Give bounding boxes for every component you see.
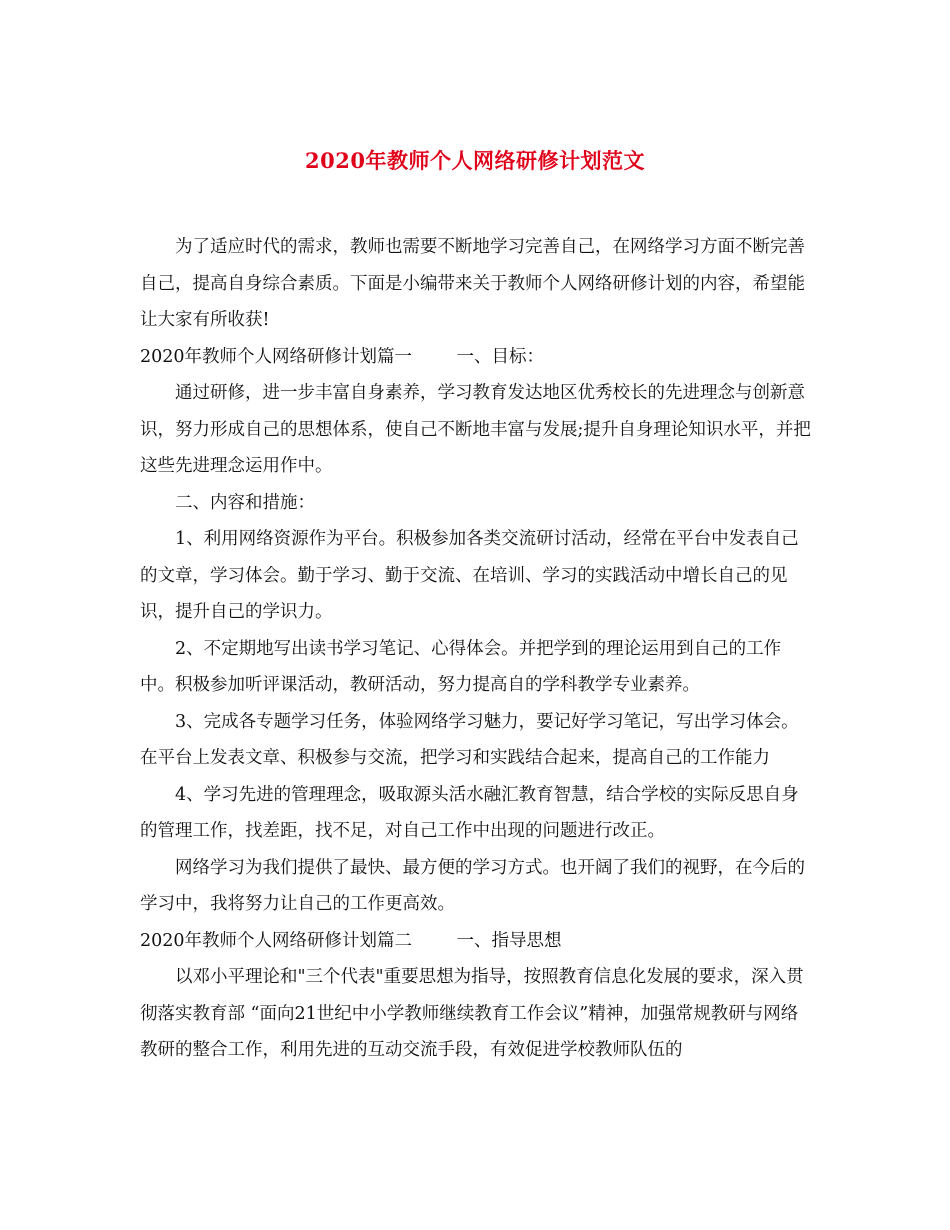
paragraph-intro: 为了适应时代的需求，教师也需要不断地学习完善自己，在网络学习方面不断完善自己，提高自身综合素质。下面是小编带来关于教师个人网络研修计划的内容，希望能让大家有所收获! <box>140 237 805 330</box>
section-heading-measures: 二、内容和措施： <box>175 492 315 513</box>
section-heading-part1: 2020年教师个人网络研修计划篇一 一、目标： <box>140 346 545 367</box>
section-heading-part2: 2020年教师个人网络研修计划篇二 一、指导思想 <box>140 930 562 951</box>
paragraph-measure-1: 1、利用网络资源作为平台。积极参加各类交流研讨活动，经常在平台中发表自己的文章，学习体会。勤于学习、勤于交流、在培训、学习的实践活动中增长自己的见识，提升自己的学识力。 <box>140 529 799 622</box>
paragraph-measure-3: 3、完成各专题学习任务，体验网络学习魅力，要记好学习笔记，写出学习体会。在平台上发表文章、积极参与交流，把学习和实践结合起来，提高自己的工作能力 <box>140 711 799 768</box>
paragraph-summary: 网络学习为我们提供了最快、最方便的学习方式。也开阔了我们的视野，在今后的学习中，我将努力让自己的工作更高效。 <box>140 857 805 914</box>
document-body <box>140 229 815 1069</box>
paragraph-measure-2: 2、不定期地写出读书学习笔记、心得体会。并把学到的理论运用到自己的工作中。积极参加听评课活动，教研活动，努力提高自的学科教学专业素养。 <box>140 638 782 695</box>
document-title: 2020年教师个人网络研修计划范文 <box>305 148 645 173</box>
paragraph-measure-4: 4、学习先进的管理理念，吸取源头活水融汇教育智慧，结合学校的实际反思自身的管理工作，找差距，找不足，对自己工作中出现的问题进行改正。 <box>140 784 799 841</box>
paragraph-guiding-thought: 以邓小平理论和"三个代表"重要思想为指导，按照教育信息化发展的要求，深入贯彻落实教育部 “面向21世纪中小学教师继续教育工作会议”精神，加强常规教研与网络教研的整合工作，利用先进的互动交流手段，有效促进学校教师队伍的 <box>140 967 804 1060</box>
paragraph-goal: 通过研修，进一步丰富自身素养，学习教育发达地区优秀校长的先进理念与创新意识，努力形成自己的思想体系，使自己不断地丰富与发展;提升自身理论知识水平，并把这些先进理念运用作中。 <box>140 383 811 476</box>
